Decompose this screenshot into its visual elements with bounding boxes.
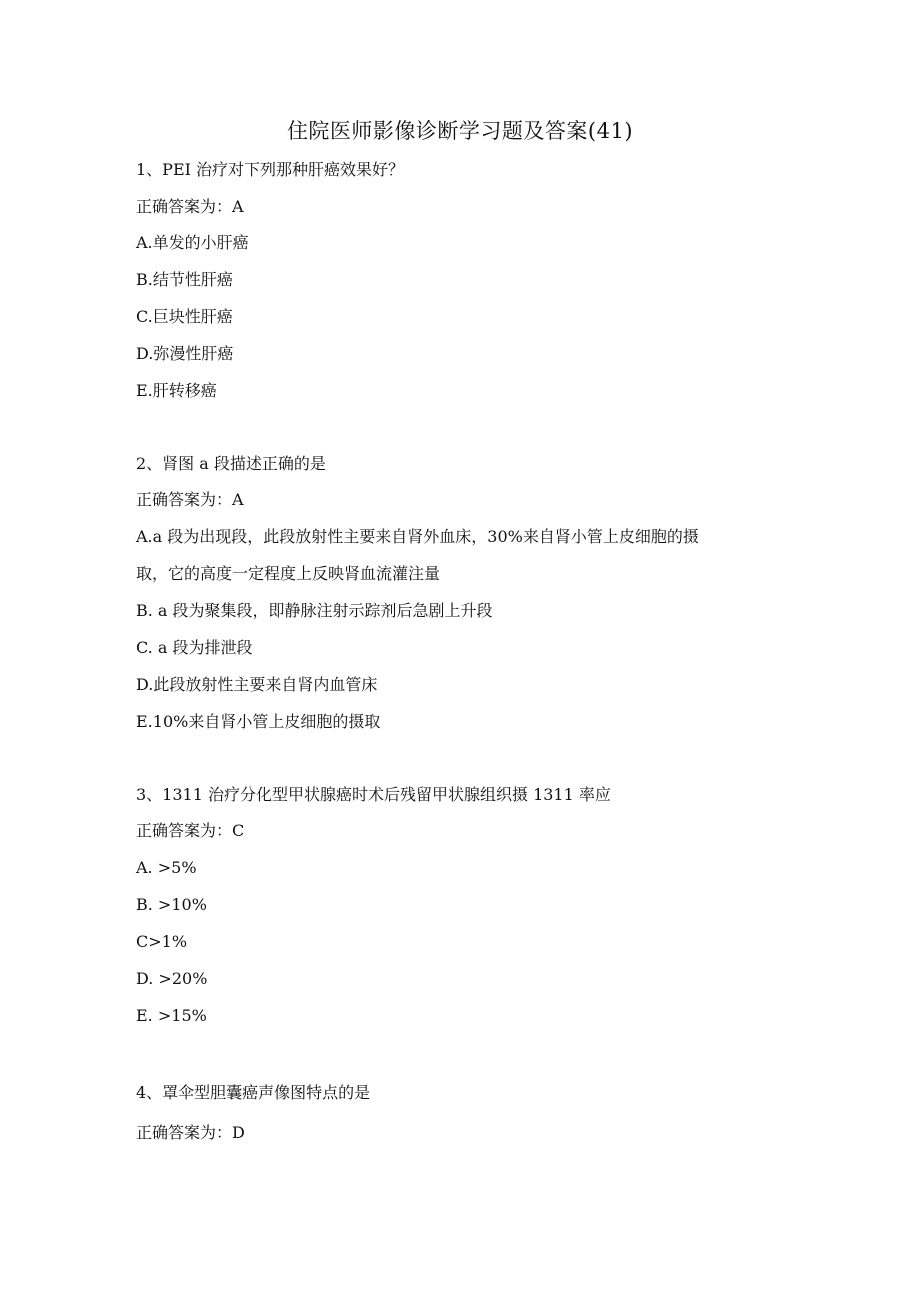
option-e: E.10%来自肾小管上皮细胞的摄取: [136, 712, 381, 731]
option-c: C. a 段为排泄段: [136, 638, 253, 657]
answer-line: 正确答案为：D: [136, 1123, 245, 1142]
option-a: A. >5%: [136, 858, 197, 877]
option-a: A.单发的小肝癌: [136, 233, 249, 252]
answer-line: 正确答案为：C: [136, 821, 245, 840]
option-d: D. >20%: [136, 969, 208, 988]
option-c: C.巨块性肝癌: [136, 307, 233, 326]
question-stem: 2、肾图 a 段描述正确的是: [136, 454, 326, 473]
option-b: B. a 段为聚集段，即静脉注射示踪剂后急剧上升段: [136, 601, 493, 620]
answer-line: 正确答案为：A: [136, 197, 244, 216]
question-stem: 3、1311 治疗分化型甲状腺癌时术后残留甲状腺组织摄 1311 率应: [136, 785, 611, 804]
option-a: A.a 段为出现段，此段放射性主要来自肾外血床，30%来自肾小管上皮细胞的摄: [136, 527, 699, 546]
option-d: D.弥漫性肝癌: [136, 344, 234, 363]
question-stem: 1、PEI 治疗对下列那种肝癌效果好？: [136, 160, 405, 179]
question-stem: 4、罩伞型胆囊癌声像图特点的是: [136, 1083, 371, 1102]
option-b: B.结节性肝癌: [136, 270, 233, 289]
option-a-continued: 取，它的高度一定程度上反映肾血流灌注量: [136, 564, 441, 583]
option-b: B. >10%: [136, 895, 207, 914]
option-d: D.此段放射性主要来自肾内血管床: [136, 675, 378, 694]
option-e: E.肝转移癌: [136, 381, 217, 400]
answer-line: 正确答案为：A: [136, 490, 244, 509]
page-title: 住院医师影像诊断学习题及答案(41): [286, 119, 634, 143]
option-c: C>1%: [136, 932, 188, 951]
option-e: E. >15%: [136, 1006, 207, 1025]
